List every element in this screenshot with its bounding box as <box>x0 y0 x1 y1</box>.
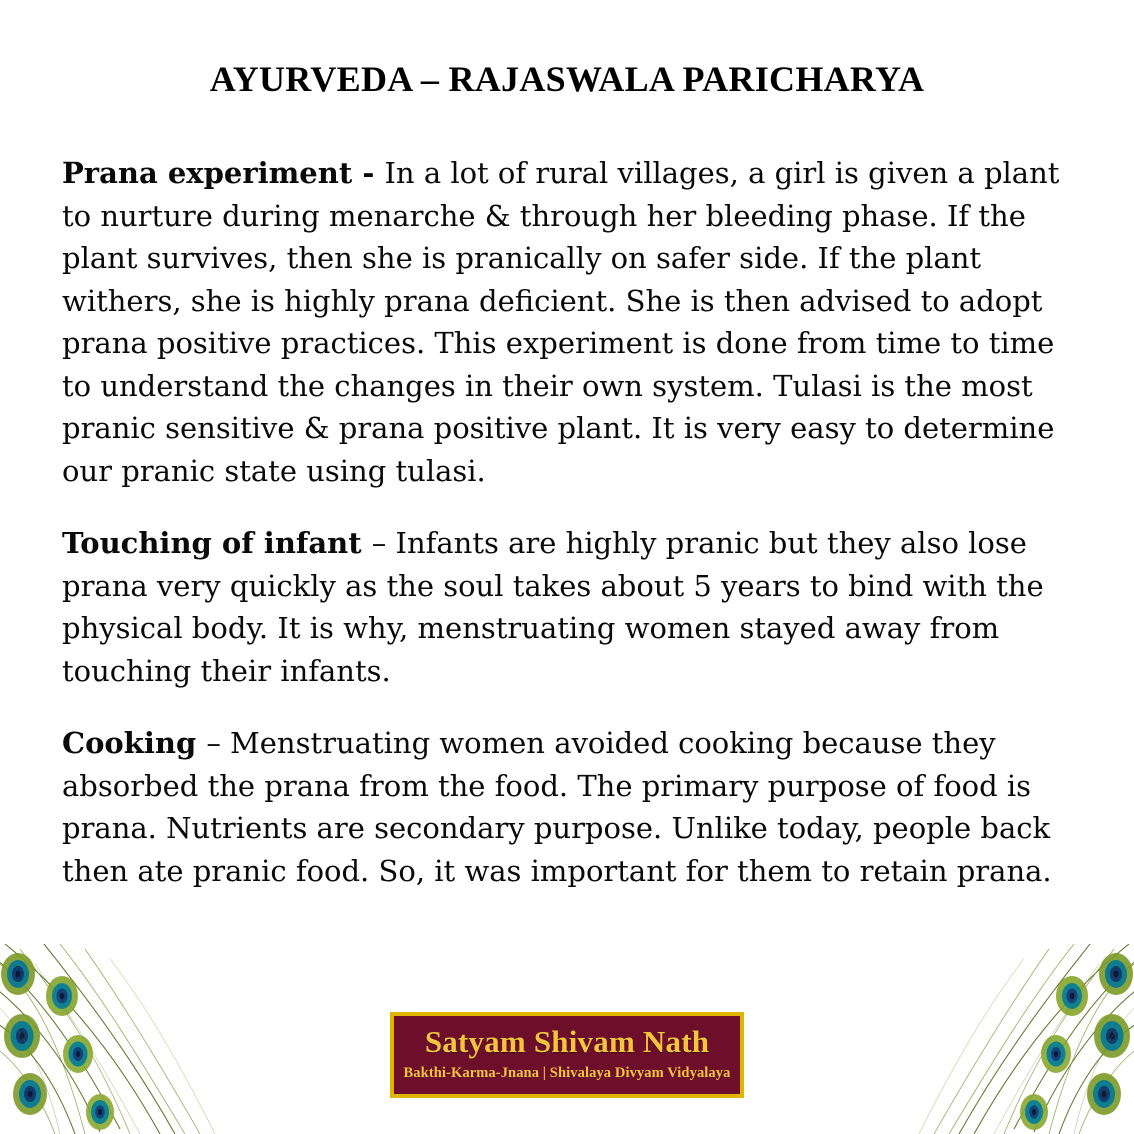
brand-tagline: Bakthi-Karma-Jnana | Shivalaya Divyam Vidyalaya <box>403 1065 731 1081</box>
document-body <box>62 152 1072 892</box>
peacock-feather-right-icon <box>874 944 1134 1134</box>
paragraph-text: – Infants are highly pranic but they also lose prana very quickly as the soul takes about 5 years to bind with the physical body. It is why, menstruating women stayed away from touching their infants. <box>62 526 1044 688</box>
paragraph-lead: Cooking <box>62 726 207 760</box>
paragraph-prana-experiment <box>62 152 1072 492</box>
brand-name: Satyam Shivam Nath <box>424 1024 710 1059</box>
paragraph-lead: Prana experiment - <box>62 156 385 190</box>
page-title: AYURVEDA – RAJASWALA PARICHARYA <box>209 59 925 99</box>
paragraph-lead: Touching of infant <box>62 526 372 560</box>
paragraph-text: – Menstruating women avoided cooking because they absorbed the prana from the food. The primary purpose of food is prana. Nutrients are secondary purpose. Unlike today, people back then ate pranic food. So, it was important for them to retain prana. <box>62 726 1052 888</box>
paragraph-text: In a lot of rural villages, a girl is given a plant to nurture during menarche & through her bleeding phase. If the plant survives, then she is pranically on safer side. If the plant withers, she is highly prana deficient. She is then advised to adopt prana positive practices. This experiment is done from time to time to understand the changes in their own system. Tulasi is the most pranic sensitive & prana positive plant. It is very easy to determine our pranic state using tulasi. <box>62 156 1060 488</box>
paragraph-cooking <box>62 722 1072 892</box>
brand-logo-plate <box>390 1012 744 1098</box>
paragraph-touching-of-infant <box>62 522 1072 692</box>
peacock-feather-left-icon <box>0 944 260 1134</box>
